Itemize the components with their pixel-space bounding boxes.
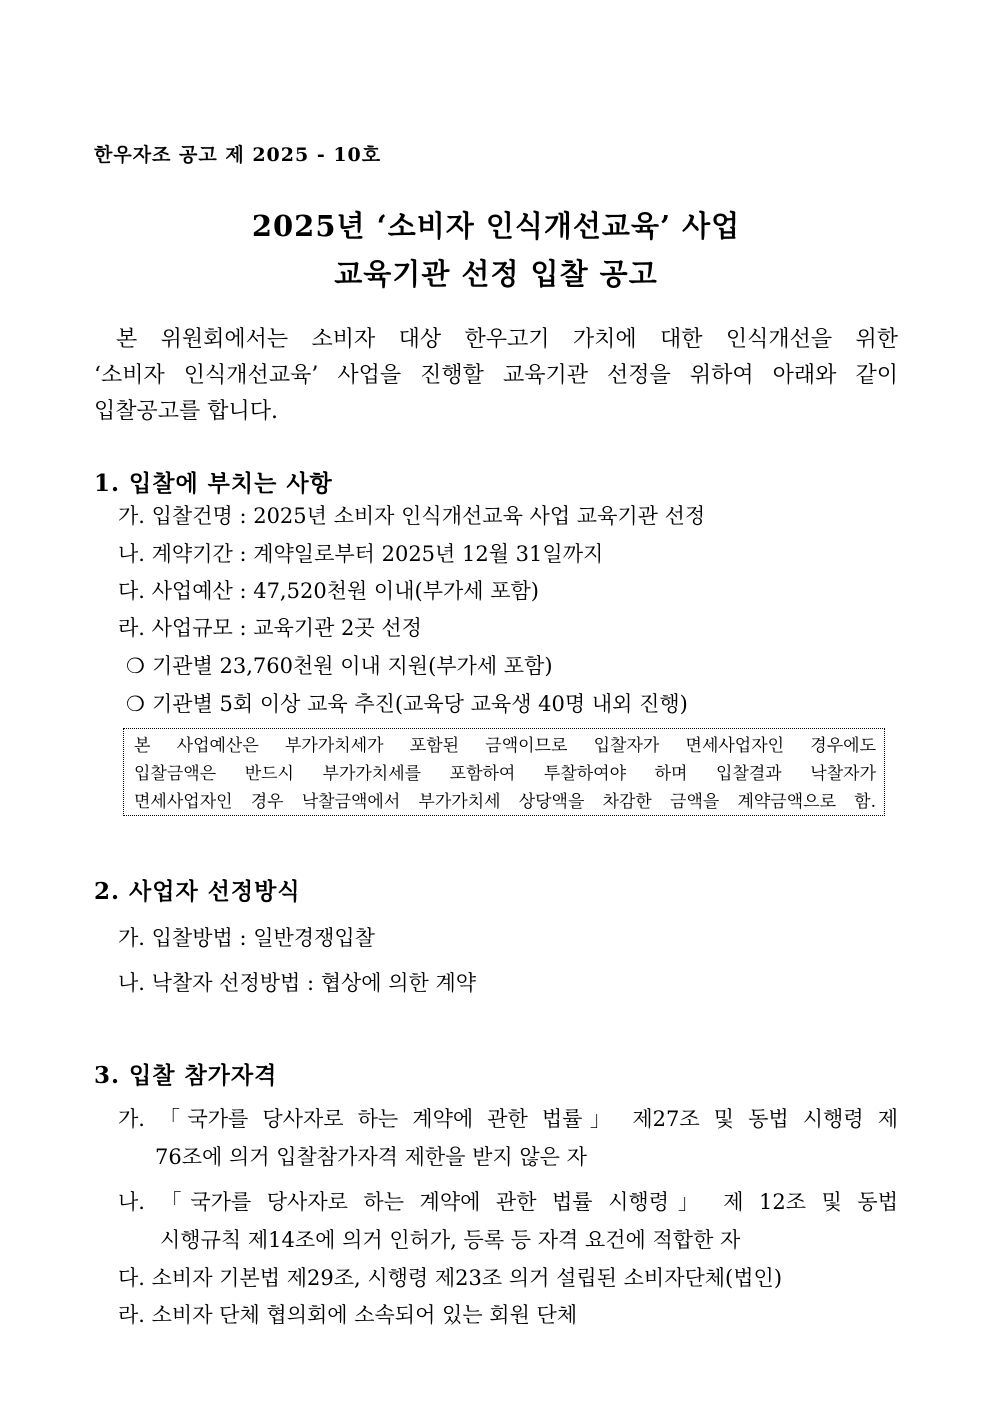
circle-bullet-icon: ❍ [126,654,145,678]
section-heading-bid-matters: 1. 입찰에 부치는 사항 [94,470,333,497]
list-item: 다. 사업예산 : 47,520천원 이내(부가세 포함) [118,579,539,603]
list-item: 가. 입찰방법 : 일반경쟁입찰 [118,926,375,950]
list-item: 라. 사업규모 : 교육기관 2곳 선정 [118,616,422,640]
list-item-continuation: 시행규칙 제14조에 의거 인허가, 등록 등 자격 요건에 적합한 자 [160,1228,741,1252]
notice-line: 본 사업예산은 부가가치세가 포함된 금액이므로 입찰자가 면세사업자인 경우에도 [134,736,876,756]
list-item: 다. 소비자 기본법 제29조, 시행령 제23조 의거 설립된 소비자단체(법인) [118,1266,783,1290]
page-title-line-2: 교육기관 선정 입찰 공고 [334,257,658,291]
budget-notice-box [123,728,885,816]
bullet-text: 기관별 23,760천원 이내 지원(부가세 포함) [152,654,553,678]
notice-line: 면세사업자인 경우 낙찰금액에서 부가가치세 상당액을 차감한 금액을 계약금액으로 함. [134,792,876,812]
section-heading-selection-method: 2. 사업자 선정방식 [94,878,301,905]
list-item: 가. 입찰건명 : 2025년 소비자 인식개선교육 사업 교육기관 선정 [118,504,706,528]
bullet-text: 기관별 5회 이상 교육 추진(교육당 교육생 40명 내외 진행) [152,692,688,716]
intro-line: 본 위원회에서는 소비자 대상 한우고기 가치에 대한 인식개선을 위한 [116,327,898,352]
list-item: 가. 「국가를 당사자로 하는 계약에 관한 법률」 제27조 및 동법 시행령 제 [118,1107,898,1131]
document-number: 한우자조 공고 제 2025 - 10호 [94,144,382,166]
list-item: 라. 소비자 단체 협의회에 소속되어 있는 회원 단체 [118,1303,578,1327]
list-item: 나. 계약기간 : 계약일로부터 2025년 12월 31일까지 [118,542,604,566]
notice-line: 입찰금액은 반드시 부가가치세를 포함하여 투찰하여야 하며 입찰결과 낙찰자가 [134,764,876,784]
page-title-line-1: 2025년 ‘소비자 인식개선교육’ 사업 [251,209,741,243]
list-item-continuation: 76조에 의거 입찰참가자격 제한을 받지 않은 자 [155,1145,587,1169]
bullet-item [126,650,553,680]
list-item: 나. 낙찰자 선정방법 : 협상에 의한 계약 [118,971,477,995]
circle-bullet-icon: ❍ [126,692,145,716]
intro-line: 입찰공고를 합니다. [94,399,279,424]
bullet-item [126,688,688,718]
intro-paragraph [94,322,898,430]
list-item: 나. 「국가를 당사자로 하는 계약에 관한 법률 시행령」 제 12조 및 동법 [118,1190,898,1214]
intro-line: ‘소비자 인식개선교육’ 사업을 진행할 교육기관 선정을 위하여 아래와 같이 [94,363,898,388]
section-heading-eligibility: 3. 입찰 참가자격 [94,1062,278,1089]
